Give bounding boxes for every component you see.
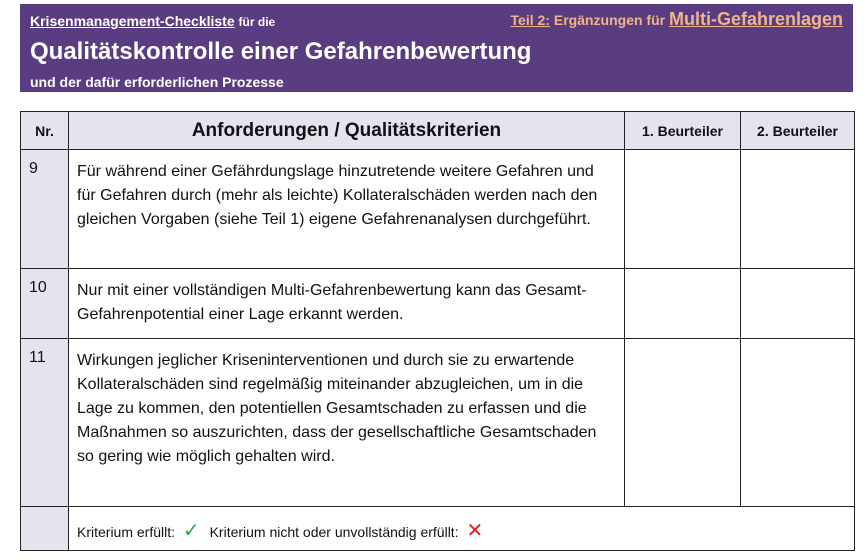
page-title: Qualitätskontrolle einer Gefahrenbewertung <box>30 38 532 65</box>
legend-nr-cell <box>21 507 69 551</box>
checklist-link[interactable]: Krisenmanagement-Checkliste <box>30 13 235 29</box>
legend-cell <box>69 507 855 551</box>
row-number: 9 <box>21 150 69 269</box>
rater-2-cell[interactable] <box>741 150 855 269</box>
rater-2-cell[interactable] <box>741 339 855 507</box>
criterion-text: Für während einer Gefährdungslage hinzutretende weitere Gefahren und für Gefahren durch (mehr als leichte) Kollateralschäden werden nach den gleichen Vorgaben (siehe Teil 1) eigene Gefahrenanalysen durchgeführt. <box>69 150 625 269</box>
row-number: 11 <box>21 339 69 507</box>
legend-row <box>21 507 855 551</box>
criterion-text: Wirkungen jeglicher Kriseninterventionen und durch sie zu erwartende Kollateralschäden sind regelmäßig miteinander abzugleichen, um in die Lage zu kommen, den potentiellen Gesamtschaden zu erfassen und die Maßnahmen so auszurichten, dass der gesellschaftliche Gesamtschaden so gering wie möglich gehalten wird. <box>69 339 625 507</box>
header-left-suffix: für die <box>238 15 276 29</box>
row-number: 10 <box>21 269 69 339</box>
cross-icon: ✕ <box>466 520 484 542</box>
rater-1-cell[interactable] <box>625 150 741 269</box>
part-link[interactable]: Teil 2: <box>510 12 550 28</box>
column-header-nr: Nr. <box>21 112 69 150</box>
legend-not-fulfilled-label: Kriterium nicht oder unvollständig erfüllt: <box>209 524 459 540</box>
table-row <box>21 269 855 339</box>
column-header-rater-1: 1. Beurteiler <box>625 112 741 150</box>
criterion-text: Nur mit einer vollständigen Multi-Gefahrenbewertung kann das Gesamt-Gefahrenpotential einer Lage erkannt werden. <box>69 269 625 339</box>
page-subtitle: und der dafür erforderlichen Prozesse <box>30 74 284 90</box>
checklist-header <box>20 4 853 92</box>
rater-1-cell[interactable] <box>625 269 741 339</box>
rater-2-cell[interactable] <box>741 269 855 339</box>
rater-1-cell[interactable] <box>625 339 741 507</box>
header-right <box>511 9 843 30</box>
table-row <box>21 339 855 507</box>
check-icon: ✓ <box>182 520 200 542</box>
column-header-rater-2: 2. Beurteiler <box>741 112 855 150</box>
legend-fulfilled-label: Kriterium erfüllt: <box>77 524 176 540</box>
header-left <box>30 13 275 29</box>
criteria-table <box>20 111 855 551</box>
column-header-requirements: Anforderungen / Qualitätskriterien <box>69 112 625 150</box>
header-right-mid: Ergänzungen für <box>553 12 666 28</box>
multi-hazard-link[interactable]: Multi-Gefahrenlagen <box>668 9 843 29</box>
table-header-row <box>21 112 855 150</box>
table-row <box>21 150 855 269</box>
